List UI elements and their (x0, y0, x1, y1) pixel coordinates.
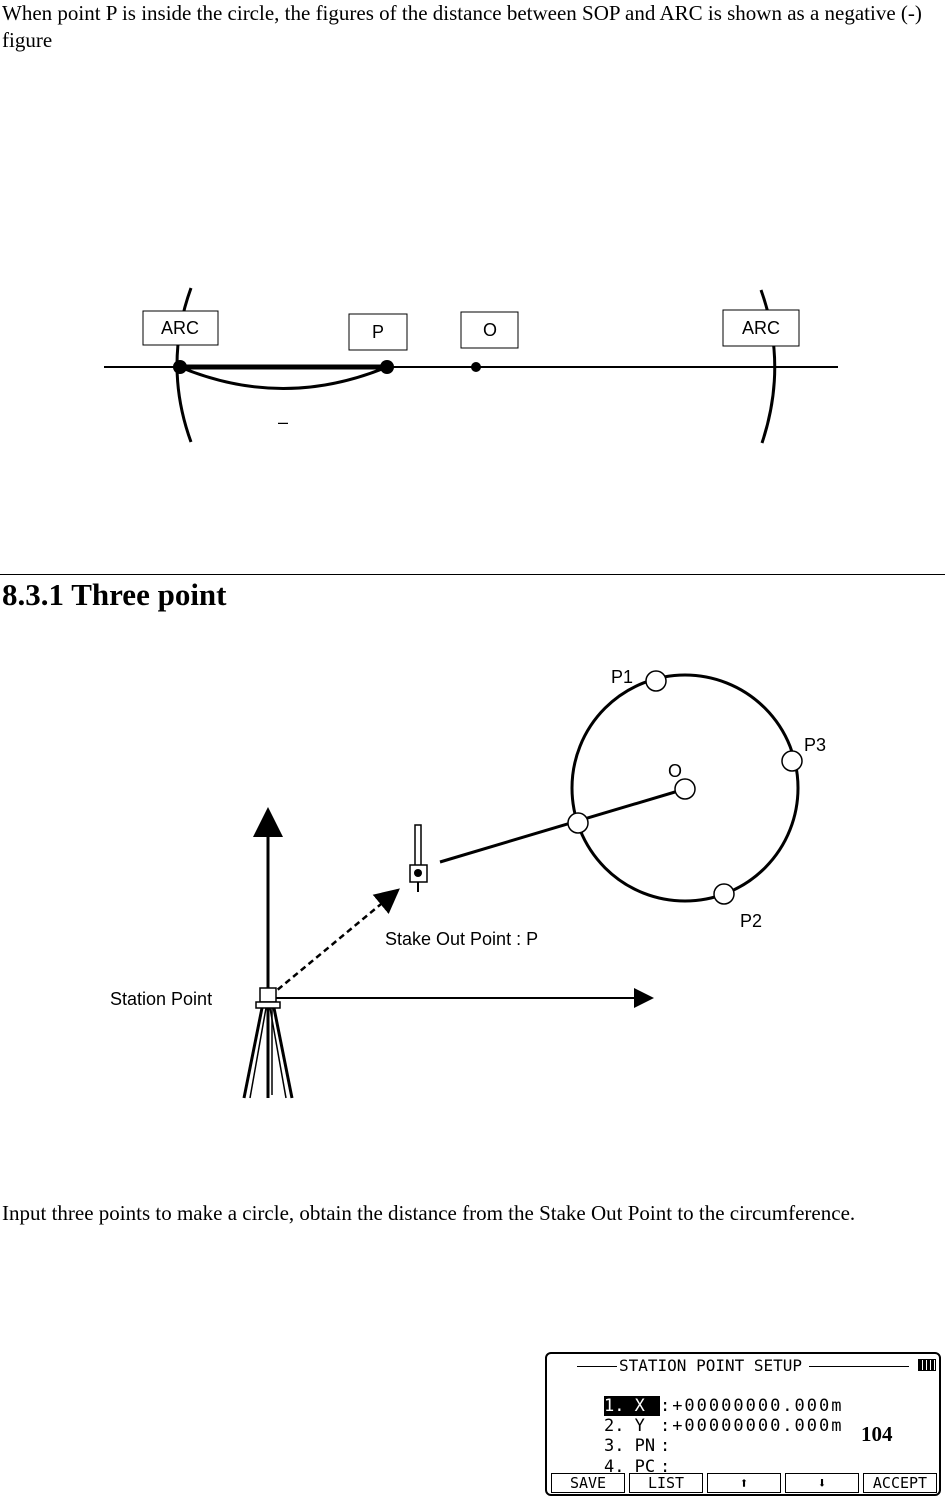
p1-label: P1 (611, 667, 634, 687)
down-arrow-icon[interactable]: ⬇ (785, 1473, 859, 1493)
field-y[interactable] (563, 1396, 844, 1436)
stakeout-to-center-line (440, 789, 685, 862)
accept-button[interactable]: ACCEPT (863, 1473, 937, 1493)
arc-right-label: ARC (741, 318, 781, 338)
distance-curve (180, 367, 387, 389)
point-o-label: O (482, 320, 498, 340)
field-pn[interactable] (563, 1416, 673, 1456)
arc-left-label: ARC (160, 318, 200, 338)
field-x-label: 1. X (604, 1396, 660, 1416)
field-x[interactable] (563, 1376, 844, 1416)
arc-left-point (173, 360, 187, 374)
save-button[interactable]: SAVE (551, 1473, 625, 1493)
field-y-value: :+00000000.000m (659, 1416, 844, 1436)
field-pc-label: 4. PC (603, 1457, 656, 1477)
center-point (675, 779, 695, 799)
description-paragraph: Input three points to make a circle, obtain the distance from the Stake Out Point to the circumference. (2, 1201, 856, 1225)
field-y-label: 2. Y (603, 1416, 645, 1436)
page-number: 104 (861, 1422, 893, 1446)
point-p-label: P (371, 322, 385, 342)
field-pc[interactable] (563, 1437, 673, 1477)
p2-point (714, 884, 734, 904)
intro-paragraph: When point P is inside the circle, the figures of the distance between SOP and ARC is shown as a negative (-) figure (2, 1, 922, 52)
field-pn-value: : (659, 1436, 673, 1456)
station-label: Station Point (110, 989, 213, 1009)
softkey-bar (551, 1473, 937, 1493)
section-heading: 8.3.1 Three point (2, 577, 227, 612)
minus-sign: – (277, 412, 289, 432)
prism-pole-icon (410, 825, 427, 892)
battery-icon (918, 1359, 936, 1371)
section-divider (0, 574, 945, 575)
p3-label: P3 (804, 735, 827, 755)
instrument-screen (545, 1352, 941, 1496)
station-to-stakeout-line (270, 890, 398, 996)
stake-out-label: Stake Out Point : P (385, 929, 539, 949)
center-label: O (668, 761, 683, 781)
p2-label: P2 (740, 911, 763, 931)
field-pc-value: : (659, 1457, 673, 1477)
screen-title: STATION POINT SETUP (619, 1356, 803, 1375)
up-arrow-icon[interactable]: ⬆ (707, 1473, 781, 1493)
intersection-point (568, 813, 588, 833)
point-o-dot (471, 362, 481, 372)
point-p-dot (380, 360, 394, 374)
field-pn-label: 3. PN (603, 1436, 656, 1456)
list-button[interactable]: LIST (629, 1473, 703, 1493)
three-point-diagram (0, 650, 945, 1120)
p1-point (646, 671, 666, 691)
total-station-icon (244, 988, 292, 1098)
p3-point (782, 751, 802, 771)
arc-diagram (0, 270, 945, 470)
field-x-value: :+00000000.000m (659, 1396, 844, 1416)
screen-title-bar (577, 1356, 917, 1376)
